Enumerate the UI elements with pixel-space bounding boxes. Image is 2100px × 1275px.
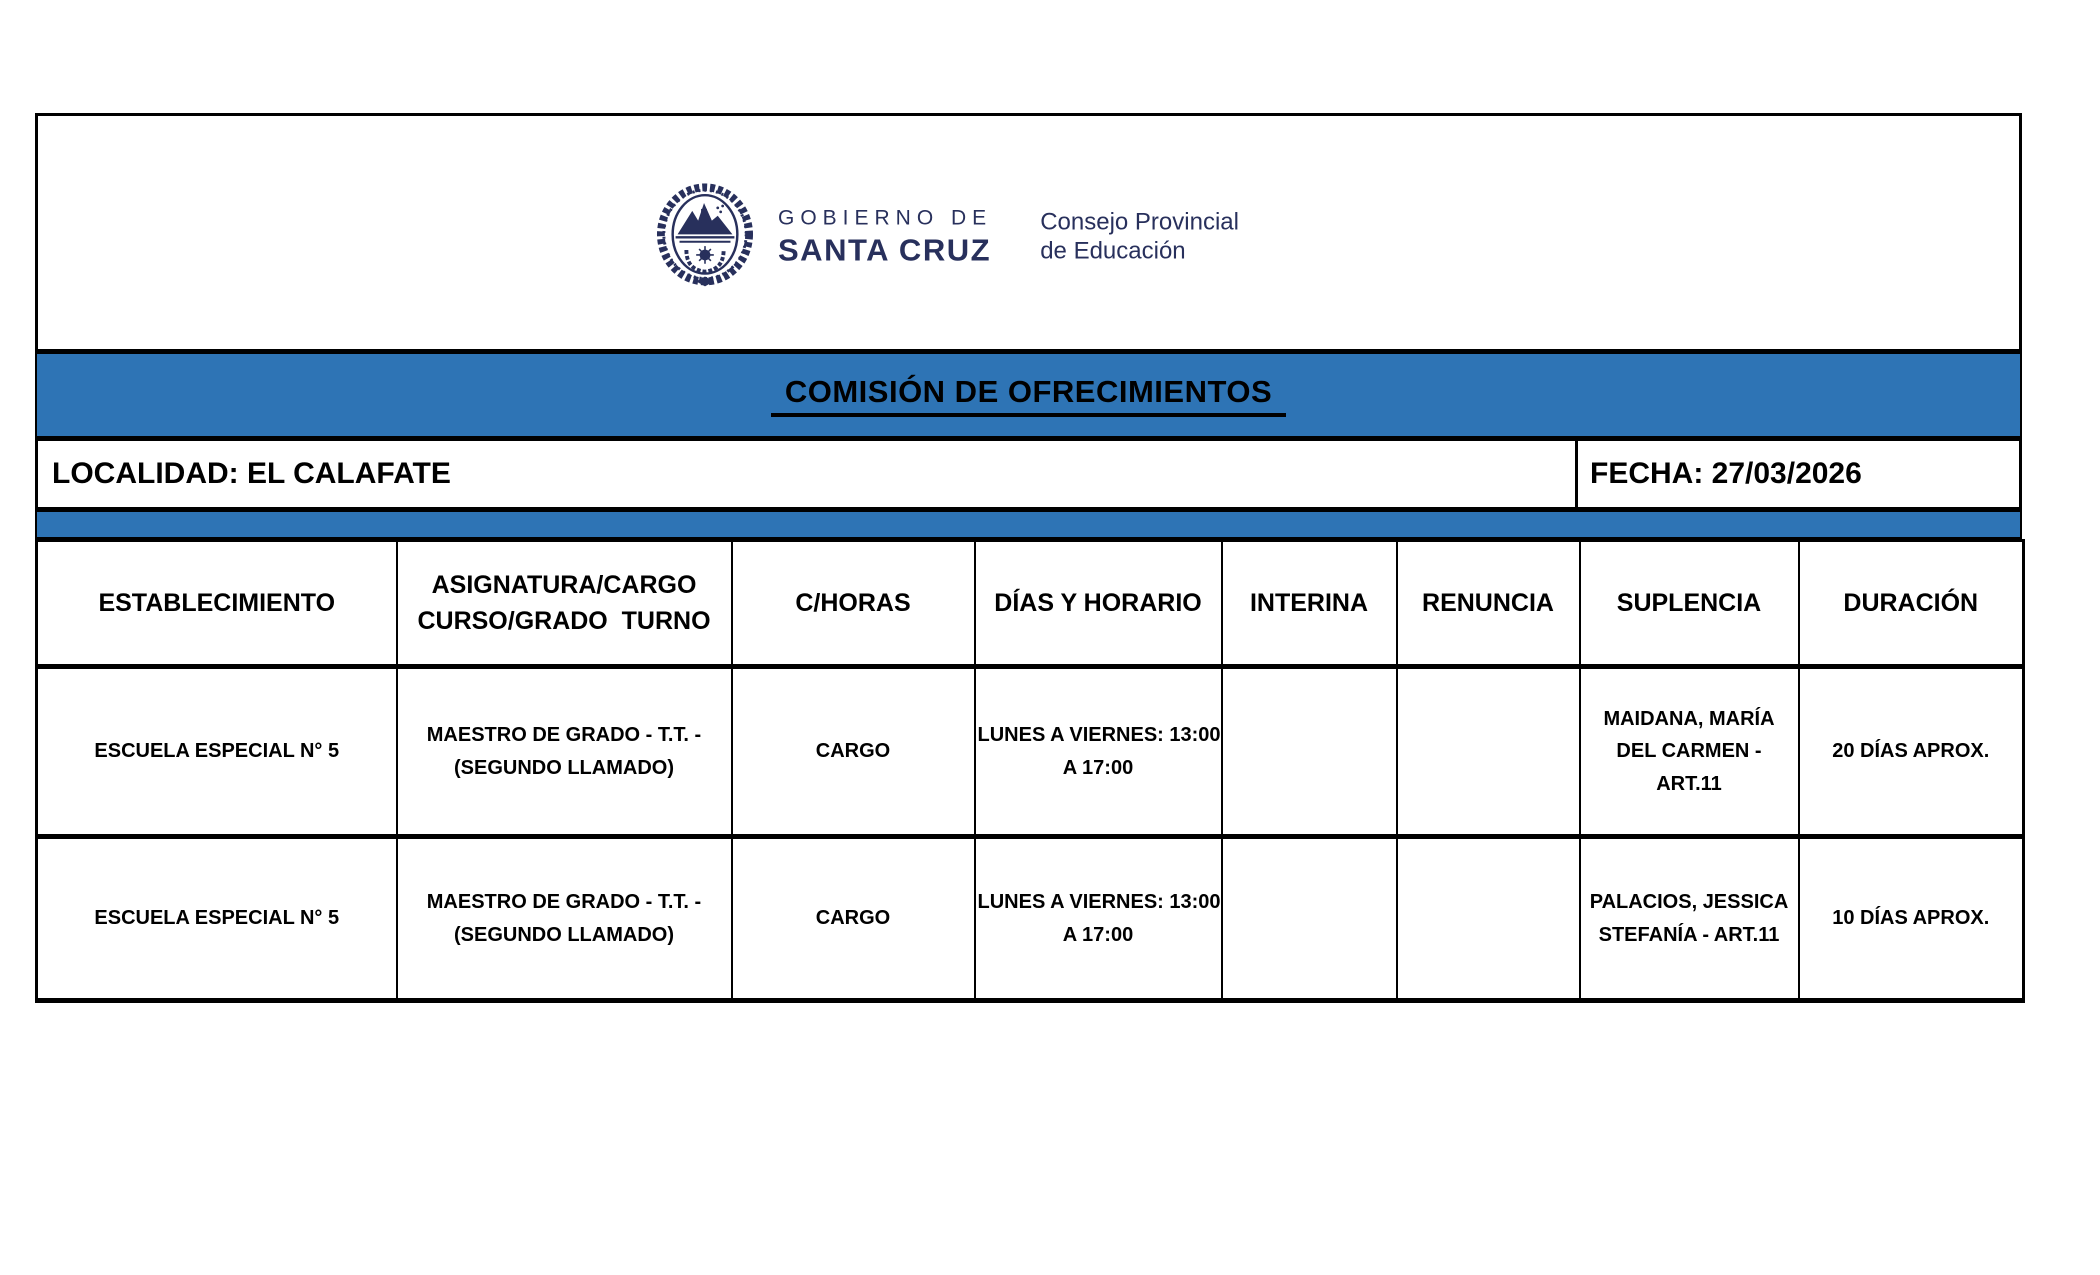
cell-renuncia — [1397, 667, 1580, 837]
page-title: COMISIÓN DE OFRECIMIENTOS — [771, 374, 1286, 417]
cell-choras: CARGO — [732, 667, 975, 837]
cell-establecimiento: ESCUELA ESPECIAL N° 5 — [37, 837, 397, 1001]
separator-bar — [35, 510, 2022, 539]
column-header-renuncia: RENUNCIA — [1397, 541, 1580, 667]
cell-suplencia: MAIDANA, MARÍA DEL CARMEN - ART.11 — [1580, 667, 1799, 837]
column-header-dias-horario: DÍAS Y HORARIO — [975, 541, 1222, 667]
fecha-cell: FECHA: 27/03/2026 — [1575, 441, 2019, 507]
consejo-provincial-label — [1040, 209, 1239, 266]
gobierno-wordmark — [778, 206, 992, 268]
cell-choras: CARGO — [732, 837, 975, 1001]
cell-establecimiento: ESCUELA ESPECIAL N° 5 — [37, 667, 397, 837]
column-header-duracion: DURACIÓN — [1799, 541, 2024, 667]
santa-cruz-label: SANTA CRUZ — [778, 231, 992, 267]
cell-interina — [1222, 837, 1397, 1001]
info-row — [35, 438, 2022, 510]
offers-table — [35, 539, 2025, 1003]
consejo-line-1: Consejo Provincial — [1040, 208, 1239, 236]
localidad-cell: LOCALIDAD: EL CALAFATE — [52, 457, 451, 490]
cell-asignatura: MAESTRO DE GRADO - T.T. - (SEGUNDO LLAMADO) — [397, 667, 732, 837]
table-row — [37, 837, 2024, 1001]
santa-cruz-coat-of-arms-icon — [656, 183, 754, 291]
table-header-row — [37, 541, 2024, 667]
cell-duracion: 10 DÍAS APROX. — [1799, 837, 2024, 1001]
cell-dias-horario: LUNES A VIERNES: 13:00 A 17:00 — [975, 837, 1222, 1001]
column-header-suplencia: SUPLENCIA — [1580, 541, 1799, 667]
header-box — [35, 113, 2022, 352]
title-banner — [35, 352, 2022, 438]
cell-renuncia — [1397, 837, 1580, 1001]
cell-asignatura: MAESTRO DE GRADO - T.T. - (SEGUNDO LLAMADO) — [397, 837, 732, 1001]
gobierno-de-label: GOBIERNO DE — [778, 205, 993, 229]
logo-group — [656, 183, 1239, 291]
cell-dias-horario: LUNES A VIERNES: 13:00 A 17:00 — [975, 667, 1222, 837]
column-header-choras: C/HORAS — [732, 541, 975, 667]
cell-interina — [1222, 667, 1397, 837]
column-header-asignatura: ASIGNATURA/CARGO CURSO/GRADO TURNO — [397, 541, 732, 667]
cell-suplencia: PALACIOS, JESSICA STEFANÍA - ART.11 — [1580, 837, 1799, 1001]
cell-duracion: 20 DÍAS APROX. — [1799, 667, 2024, 837]
column-header-interina: INTERINA — [1222, 541, 1397, 667]
consejo-line-2: de Educación — [1040, 236, 1186, 264]
column-header-establecimiento: ESTABLECIMIENTO — [37, 541, 397, 667]
table-row — [37, 667, 2024, 837]
